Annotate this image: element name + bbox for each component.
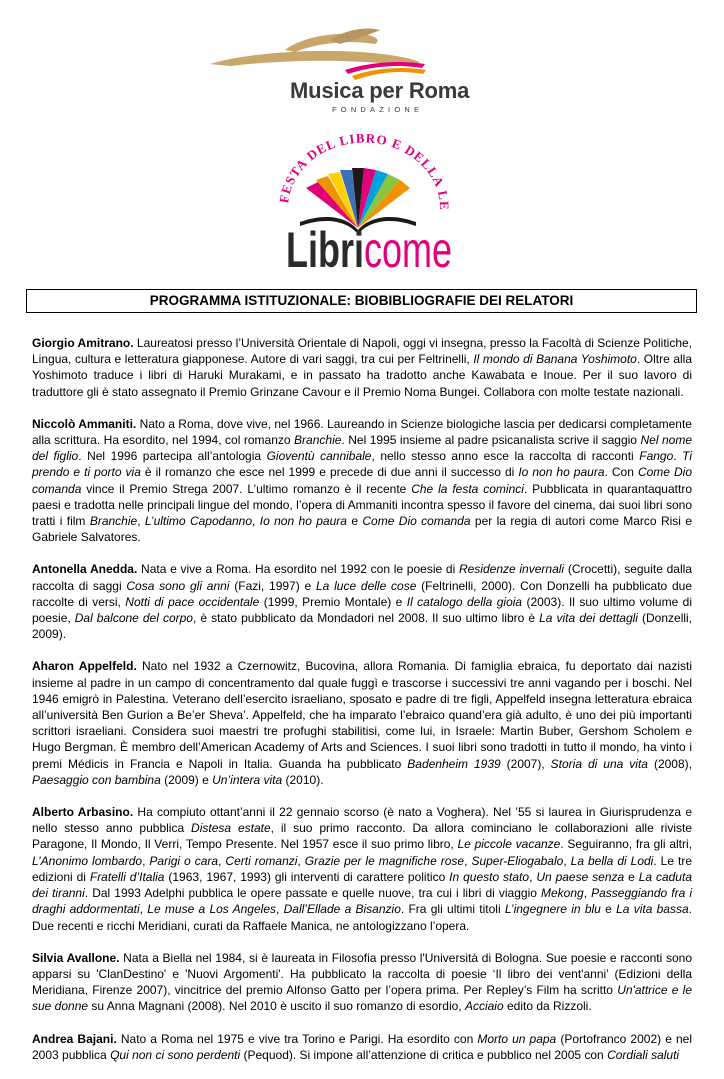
bio-title-italic: Io non ho paura [518, 465, 605, 480]
bio-text: (2003). Il suo ultimo volume di poesie, [32, 594, 692, 626]
bio-title-italic: L’Anonimo lombardo [32, 853, 143, 868]
bio-text: Laureatosi presso l’Università Orientale di Napoli, oggi vi insegna, presso la Facoltà di Scienze Politiche, Lingua, cultura e letteratura giapponese. Autore di vari saggi, tra cui per Feltrinelli, [32, 336, 692, 367]
bio-paragraph [32, 335, 692, 400]
bio-text: vince il Premio Strega 2007. L’ultimo romanzo è il recente [81, 481, 412, 496]
bio-text: , è stato pubblicato da Mondadori nel 2008. Il suo ultimo libro è [192, 611, 540, 626]
bio-text: Nato a Roma, dove vive, nel 1966. Laureando in Scienze biologiche lascia per dedicarsi completamente alla scrittura. Ha esordito, nel 1994, col romanzo [32, 416, 692, 448]
bio-text: , [297, 853, 305, 868]
bio-paragraph [32, 658, 692, 788]
bio-text: , [583, 886, 592, 901]
bio-title-italic: Notti di pace occidentale [125, 594, 260, 609]
bio-title-italic: Un'attrice e le sue donne [32, 983, 692, 1014]
bio-text: è il romanzo che esce nel 1999 e precede di due anni il successo di [140, 465, 519, 480]
bio-text: , [142, 853, 150, 868]
bio-title-italic: La vita bassa [616, 902, 689, 917]
bio-title-italic: Storia di una vita [550, 756, 648, 771]
bio-name: Andrea Bajani. [32, 1031, 117, 1046]
bio-text: edito da Rizzoli. [503, 999, 592, 1014]
bio-paragraph [32, 1031, 692, 1063]
festival-logo-text [286, 222, 453, 278]
bio-text: , [464, 853, 472, 868]
bio-title-italic: Io non ho paura [259, 514, 347, 529]
bio-text: , [252, 514, 260, 529]
bio-title-italic: Distesa estate [191, 821, 271, 836]
bio-title-italic: Nel nome del figlio [32, 433, 692, 464]
bio-paragraph [32, 950, 692, 1015]
bios-list [32, 335, 692, 1079]
bio-name: Giorgio Amitrano. [32, 336, 134, 350]
bio-text: , [276, 902, 284, 917]
bio-text: (Feltrinelli, 2000). Con Donzelli ha pubblicato due raccolte di versi, [32, 578, 693, 609]
section-title-box [26, 289, 697, 313]
bio-title-italic: La bella di Lodi [570, 853, 654, 868]
bio-text: . Fra gli ultimi titoli [400, 902, 505, 917]
bio-text: (Pequod). Si impone all’attenzione di critica e pubblico nel 2005 con [240, 1047, 608, 1062]
section-title: PROGRAMMA ISTITUZIONALE: BIOBIBLIOGRAFIE DEI RELATORI [149, 293, 574, 308]
bio-text: . Nel 1995 insieme al padre psicanalista scrive il saggio [341, 433, 641, 448]
bio-title-italic: Il catalogo della gioia [406, 594, 523, 609]
bio-text: . Nel 1996 partecipa all’antologia [78, 449, 267, 464]
bio-text: , [563, 853, 571, 868]
bio-text: , il suo primo racconto. Da allora cominciano le collaborazioni alle riviste Paragone, Il Mondo, Il Verri, Tempo Presente. Nel 1957 esce il suo primo libro, [32, 821, 692, 852]
bio-title-italic: Il mondo di Banana Yoshimoto [473, 352, 637, 367]
bio-title-italic: Residenze invernali [458, 562, 565, 577]
bio-text: (1963, 1967, 1993) gli interventi di carattere politico [164, 869, 450, 884]
bio-title-italic: Fango [639, 449, 674, 464]
bio-text: . Due recenti e ricchi Meridiani, curati da Raffaele Manica, ne antologizzano l’opera. [32, 902, 693, 933]
bio-text: , [529, 869, 537, 884]
bio-title-italic: Paesaggio con bambina [32, 772, 161, 787]
bio-title-italic: Branchie [294, 433, 342, 448]
bio-title-italic: Morto un papa [477, 1031, 557, 1046]
bio-title-italic: Acciaio [464, 999, 504, 1014]
festival-logo-libri: Libri [286, 222, 364, 278]
bio-title-italic: Parigi o cara [149, 853, 219, 868]
bio-text: Nato nel 1932 a Czernowitz, Bucovina, allora Romania. Di famiglia ebraica, fu deportato dai nazisti insieme al padre in un campo di concentramento dal quale fuggì e trascorse i successivi tre anni vagando per i boschi. Nel 1946 emigrò in Palestina. Veterano dell’esercito israeliano, sposato e padre di tre figli, Appelfeld insegna letteratura ebraica all’università Ben Gurion a Be’er Sheva’. Appelfeld, che ha imparato l’ebraico quand’era già adulto, è uno dei più importanti scrittori israeliani. Considera suoi maestri tre profughi stabilitisi, come lui, in Israele: Martin Buber, Gershom Scholem e Hugo Bergman. È membro dell’American Academy of Arts and Sciences. I suoi libri sono tradotti in tutto il mondo, ha vinto i premi Médicis in Francia e Napoli in Italia. Guanda ha pubblicato [32, 659, 692, 771]
bio-text: su Anna Magnani (2008). Nel 2010 è uscito il suo romanzo di esordio, [88, 999, 465, 1014]
bio-text: , [218, 853, 226, 868]
bio-title-italic: Dal balcone del corpo [74, 611, 193, 626]
bio-text: , [137, 514, 145, 529]
bio-title-italic: Dall’Ellade a Bisanzio [283, 902, 401, 917]
bio-title-italic: Super-Eliogabalo [471, 853, 564, 868]
bio-title-italic: La luce delle cose [315, 578, 417, 593]
bio-text: , [139, 902, 148, 917]
bio-title-italic: Che la festa cominci [411, 481, 524, 496]
bio-title-italic: Cosa sono gli anni [126, 578, 230, 593]
bio-title-italic: Le piccole vacanze [457, 837, 561, 852]
bio-text: (Fazi, 1997) e [229, 578, 316, 593]
bio-name: Antonella Anedda. [32, 562, 138, 577]
bio-text: , nello stesso anno esce la raccolta di racconti [371, 449, 640, 464]
bio-paragraph [32, 561, 692, 642]
bio-text: (Portofranco 2002) e nel 2003 pubblica [32, 1031, 692, 1062]
bio-text: . Le tre edizioni di [32, 853, 693, 884]
bio-title-italic: Qui non ci sono perdenti [110, 1047, 241, 1062]
bio-name: Aharon Appelfeld. [32, 659, 137, 674]
org-subtitle: FONDAZIONE [332, 105, 424, 114]
bio-title-italic: L’ingegnere in blu [504, 902, 601, 917]
bio-title-italic: Un’intera vita [212, 772, 283, 787]
bio-title-italic: Gioventù cannibale [266, 449, 372, 464]
bio-title-italic: Branchie [89, 514, 138, 529]
bio-name: Silvia Avallone. [32, 950, 120, 965]
bio-text: (Donzelli, 2009). [32, 611, 693, 642]
bio-title-italic: Le muse a Los Angeles [147, 902, 276, 917]
bio-text: Nata e vive a Roma. Ha esordito nel 1992 con le poesie di [137, 562, 459, 577]
bio-text: . Seguiranno, fra gli altri, [560, 837, 692, 852]
bio-title-italic: Come Dio comanda [32, 465, 692, 496]
festival-logo-come: come [363, 222, 453, 278]
bio-text: e [600, 902, 617, 917]
bio-text: per la regia di autori come Marco Risi e Gabriele Salvatores. [32, 514, 693, 545]
bio-paragraph [32, 804, 692, 934]
bio-text: Ha compiuto ottant’anni il 22 gennaio scorso (è nato a Voghera). Nel ’55 si laurea in Giurisprudenza e nello stesso anno pubblica [32, 805, 692, 836]
bio-title-italic: Certi romanzi [225, 853, 298, 868]
bio-title-italic: L’ultimo Capodanno [144, 514, 253, 529]
bio-title-italic: La caduta dei tiranni [32, 869, 692, 901]
bio-text: . Pubblicata in quarantaquattro paesi e tradotta nelle principali lingue del mondo, l’opera di Ammaniti incontra spesso il favore del cinema, dai suoi libri sono tratti i film [32, 481, 692, 529]
bio-title-italic: La vita dei dettagli [539, 611, 638, 626]
bio-title-italic: Ti prendo e ti porto via [32, 449, 693, 480]
bio-text: . [673, 449, 683, 464]
bio-text: (1999, Premio Montale) e [259, 594, 407, 609]
bio-text: (2008), [647, 756, 692, 771]
festival-arc-textpath: FESTA DEL LIBRO E DELLA L [276, 130, 450, 205]
bio-text: (2009) e [160, 772, 213, 787]
bio-paragraph [32, 416, 692, 546]
bio-name: Niccolò Ammaniti. [32, 416, 137, 431]
bio-title-italic: Un paese senza [536, 869, 625, 884]
bio-text: (Crocetti), seguite dalla raccolta di saggi [32, 562, 692, 593]
bio-title-italic: Mekong [541, 886, 584, 901]
bio-title-italic: Passeggiando fra i draghi addormentati [32, 886, 693, 917]
bio-text: Nata a Biella nel 1984, si è laureata in Filosofia presso l'Università di Bologna. Sue poesie e racconti sono apparsi su 'ClanDestino' e 'Nuovi Argomenti'. Ha pubblicato la raccolta di poesie ‘Il libro dei vent'anni’ (Edizioni della Meridiana, Firenze 2007), vincitrice del premio Alfonso Gatto per l’opera prima. Per Repley’s Film ha scritto [32, 950, 692, 998]
bio-name: Alberto Arbasino. [32, 805, 134, 820]
bio-title-italic: Cordiali saluti [607, 1047, 680, 1062]
bio-title-italic: Fratelli d’Italia [89, 869, 165, 884]
bio-text: . Con [604, 465, 638, 480]
bio-text: (2010). [282, 772, 324, 787]
bio-text: e [346, 514, 363, 529]
bio-text: e [624, 869, 639, 884]
bio-text: . Dal 1993 Adelphi pubblica le opere passate e quelle nuove, tra cui i libri di viaggio [84, 886, 541, 901]
bio-title-italic: Badenheim 1939 [407, 756, 501, 771]
bio-text: . Oltre alla Yoshimoto traduce i libri di Haruki Murakami, e in passato ha tradotto anche Kawabata e Inoue. Per il suo lavoro di traduttore gli è stato assegnato il Premio Grinzane Cavour e il Premio Noma Bungei. Collabora con molte testate nazionali. [32, 352, 693, 399]
musica-per-roma-logo [0, 0, 724, 130]
bio-title-italic: In questo stato [449, 869, 530, 884]
bio-text: (2007), [500, 756, 551, 771]
bio-title-italic: Grazie per le magnifiche rose [304, 853, 465, 868]
bio-text: Nato a Roma nel 1975 e vive tra Torino e Parigi. Ha esordito con [116, 1031, 478, 1046]
bio-title-italic: Come Dio comanda [362, 514, 471, 529]
org-name: Musica per Roma [290, 78, 470, 103]
